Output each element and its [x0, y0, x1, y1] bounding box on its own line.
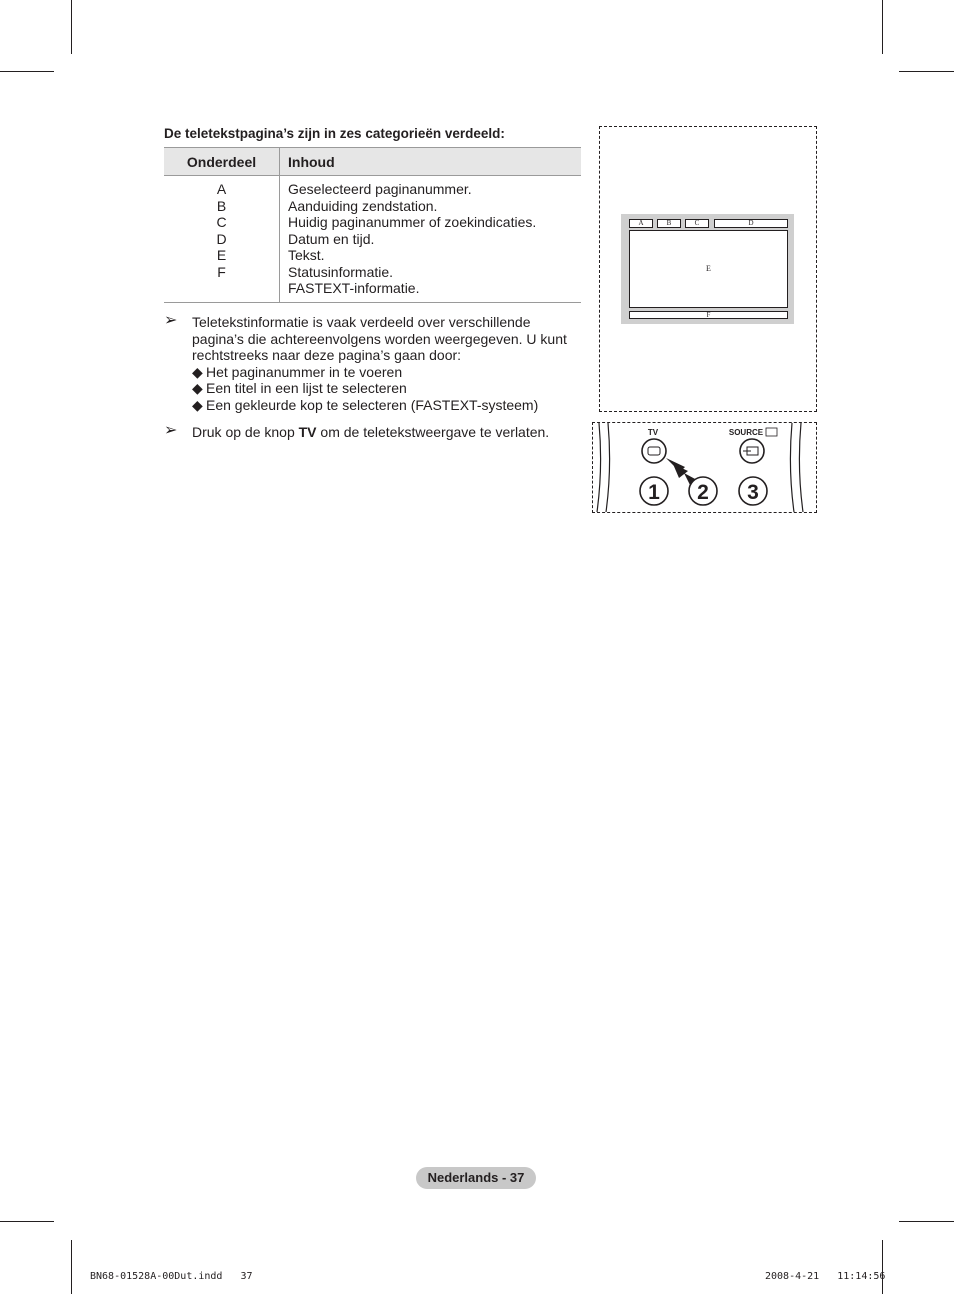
- list-item: ◆ Het paginanummer in te voeren: [192, 363, 403, 380]
- header-field-a: A: [629, 219, 653, 228]
- note-text: Teletekstinformatie is vaak verdeeld over verschillende pagina’s die achtereenvolgens worden weergegeven. U kunt rechtstreeks naar deze pagina’s gaan door:: [192, 314, 567, 363]
- table-row: [164, 176, 581, 303]
- list-item: ◆ Een titel in een lijst te selecteren: [192, 380, 407, 396]
- part-label: D: [216, 230, 227, 247]
- part-label: F: [217, 263, 226, 280]
- header-field-b: B: [657, 219, 681, 228]
- digit-label: 1: [648, 481, 660, 504]
- diamond-icon: ◆: [192, 363, 203, 380]
- part-label: A: [216, 181, 227, 197]
- crop-mark: [71, 1240, 72, 1294]
- bullet-list: [192, 364, 574, 414]
- tv-icon: [648, 447, 660, 455]
- text-area-label: E: [706, 264, 711, 273]
- content-text: Aanduiding zendstation.: [288, 197, 438, 214]
- part-cell: [164, 176, 280, 303]
- crop-mark: [882, 0, 883, 54]
- digit-label: 2: [697, 481, 709, 504]
- print-slug-file: BN68-01528A-00Dut.indd 37: [90, 1271, 253, 1282]
- part-label: C: [216, 214, 227, 230]
- tv-key-name: TV: [298, 424, 317, 440]
- table-header-row: [164, 148, 581, 176]
- text-area: [629, 230, 788, 308]
- arrow-icon: ➢: [164, 422, 178, 439]
- crop-mark: [899, 1221, 954, 1222]
- header-field-d: D: [714, 219, 788, 228]
- crop-mark: [0, 1221, 54, 1222]
- crop-mark: [882, 1240, 883, 1294]
- remote-drawing: [593, 423, 816, 512]
- note-teletext-info: [164, 314, 574, 413]
- intro-heading: De teletekstpagina’s zijn in zes categorieën verdeeld:: [164, 126, 505, 141]
- digit-label: 3: [747, 481, 759, 504]
- part-label: E: [216, 247, 227, 263]
- tv-button-label: TV: [647, 428, 659, 437]
- tv-frame: [621, 214, 794, 324]
- arrow-icon: ➢: [164, 312, 178, 329]
- content-text: Statusinformatie.: [288, 263, 394, 280]
- content-text: Geselecteerd paginanummer.: [288, 181, 472, 197]
- source-button-label: SOURCE: [728, 428, 764, 437]
- column-header-part: Onderdeel: [164, 148, 280, 176]
- content-text: FASTEXT-informatie.: [288, 280, 420, 296]
- source-icon: [766, 428, 777, 436]
- note-exit-teletext: [164, 424, 574, 441]
- print-slug-date: 2008-4-21 11:14:56: [765, 1271, 886, 1282]
- content-cell: [280, 176, 582, 303]
- note-text: Druk op de knop TV om de teletekstweergave te verlaten.: [192, 424, 550, 440]
- remote-control-illustration: [592, 422, 817, 513]
- teletext-screen-diagram: [599, 126, 817, 412]
- content-text: Tekst.: [288, 247, 325, 263]
- content-text: Datum en tijd.: [288, 230, 375, 247]
- crop-mark: [71, 0, 72, 54]
- part-label: B: [216, 197, 227, 214]
- column-header-content: Inhoud: [280, 148, 582, 176]
- diamond-icon: ◆: [192, 396, 203, 413]
- diamond-icon: ◆: [192, 380, 203, 396]
- content-text: Huidig paginanummer of zoekindicaties.: [288, 214, 537, 230]
- list-item: ◆ Een gekleurde kop te selecteren (FASTEXT-systeem): [192, 396, 539, 413]
- page-number-label: Nederlands - 37: [416, 1167, 536, 1189]
- fastext-bar: F: [629, 311, 788, 319]
- crop-mark: [0, 71, 54, 72]
- header-field-c: C: [685, 219, 709, 228]
- category-table: [164, 147, 581, 303]
- crop-mark: [899, 71, 954, 72]
